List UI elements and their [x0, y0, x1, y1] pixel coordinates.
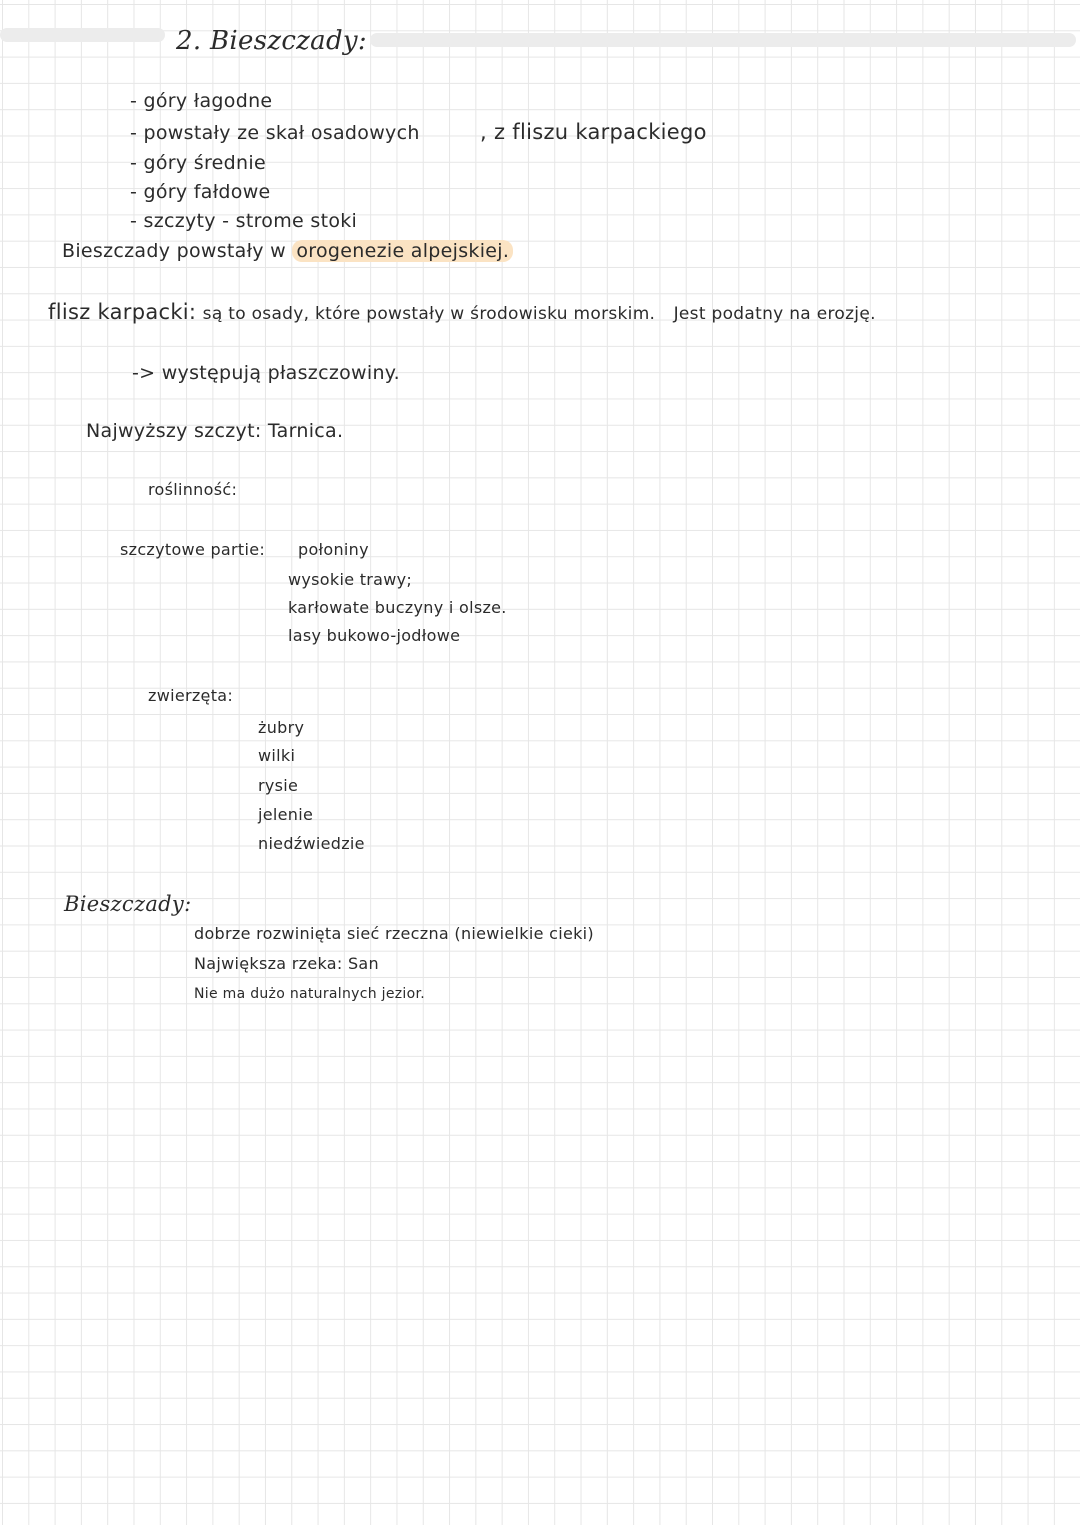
feature-item: - powstały ze skał osadowych — [130, 122, 420, 144]
hydrology-item: Nie ma dużo naturalnych jezior. — [194, 986, 425, 1002]
animal-item: niedźwiedzie — [258, 834, 365, 853]
nappes-note: -> występują płaszczowiny. — [132, 362, 400, 384]
orogeny-highlight: orogenezie alpejskiej. — [292, 240, 513, 262]
highest-peak: Najwyższy szczyt: Tarnica. — [86, 420, 344, 442]
vegetation-item: połoniny — [298, 540, 369, 559]
vegetation-item: wysokie trawy; — [288, 570, 413, 589]
flysch-definition-line — [48, 302, 876, 323]
hydrology-item: dobrze rozwinięta sieć rzeczna (niewielkie cieki) — [194, 924, 594, 943]
feature-item: - szczyty - strome stoki — [130, 210, 358, 232]
animal-item: jelenie — [258, 805, 314, 824]
animal-item: wilki — [258, 746, 296, 765]
feature-item: - góry łagodne — [130, 90, 273, 112]
animal-item: rysie — [258, 776, 299, 795]
flysch-body: są to osady, które powstały w środowisku morskim. — [202, 304, 656, 324]
flysch-term: flisz karpacki: — [48, 300, 197, 324]
feature-item: - góry fałdowe — [130, 181, 271, 203]
hydrology-item: Największa rzeka: San — [194, 954, 379, 973]
section-title: 2. Bieszczady: — [176, 26, 367, 56]
feature-item: - góry średnie — [130, 152, 266, 174]
vegetation-tops-label: szczytowe partie: — [120, 540, 266, 559]
flysch-note: , z fliszu karpackiego — [480, 120, 707, 144]
hydrology-label: Bieszczady: — [64, 892, 192, 916]
header-bar-right — [370, 33, 1076, 47]
orogeny-prefix: Bieszczady powstały w — [62, 240, 287, 262]
orogeny-line — [62, 242, 513, 261]
vegetation-item: lasy bukowo-jodłowe — [288, 626, 461, 645]
flysch-erosion: Jest podatny na erozję. — [673, 304, 876, 324]
vegetation-item: karłowate buczyny i olsze. — [288, 598, 507, 617]
animal-item: żubry — [258, 718, 305, 737]
animals-label: zwierzęta: — [148, 686, 234, 705]
header-bar-left — [0, 28, 165, 42]
vegetation-label: roślinność: — [148, 480, 238, 499]
